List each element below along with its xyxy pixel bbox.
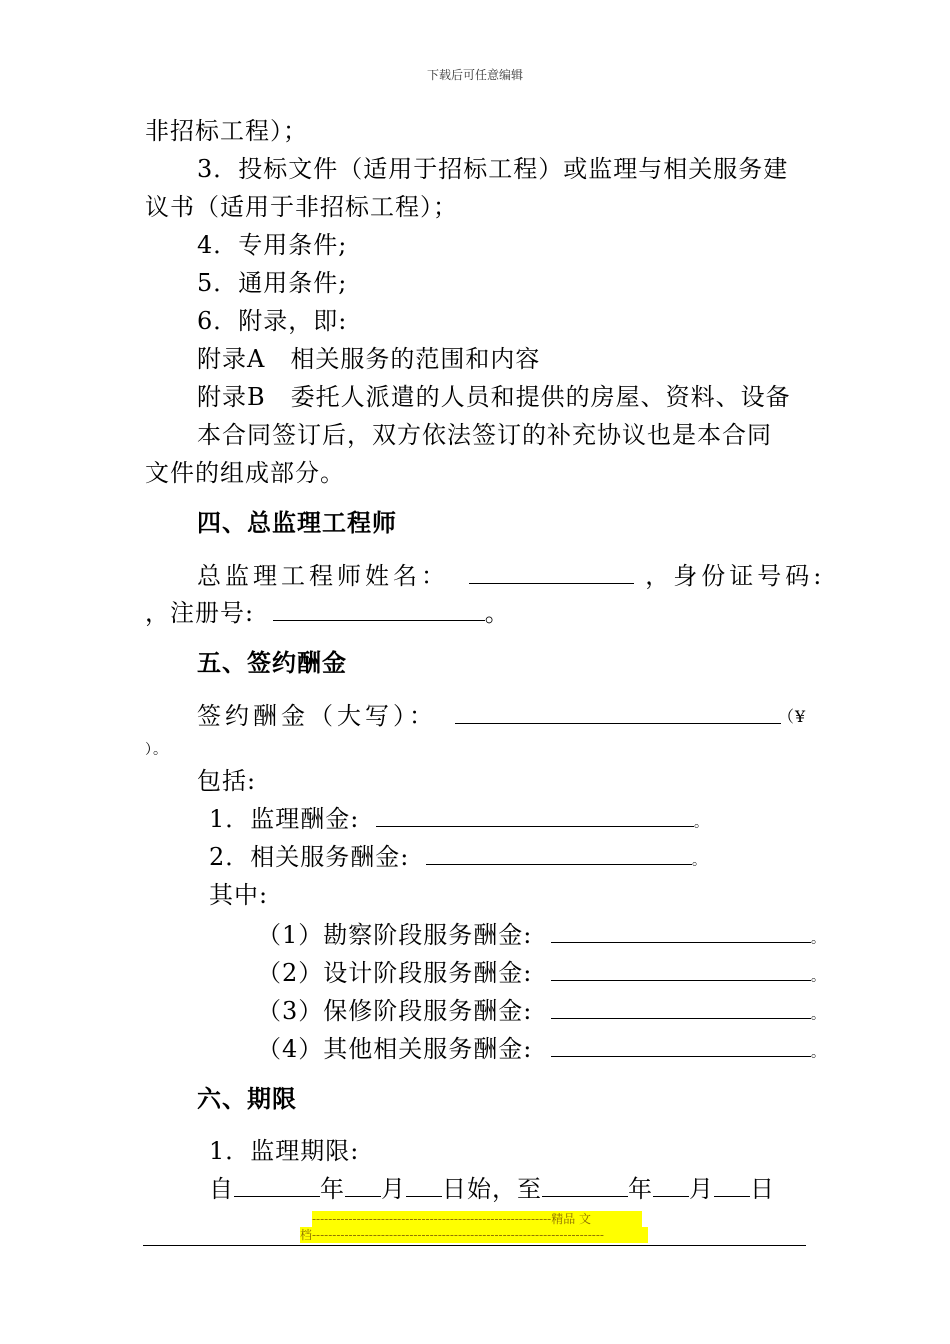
period: 。	[811, 931, 826, 947]
start-day-field[interactable]	[406, 1174, 442, 1197]
start-month-field[interactable]	[345, 1174, 381, 1197]
body-line: 5．通用条件;	[197, 269, 348, 297]
body-line: 议书（适用于非招标工程）；	[145, 193, 458, 221]
related-fee-line	[209, 842, 707, 876]
registration-line	[145, 598, 510, 628]
appendix-a-line: 附录A 相关服务的范围和内容	[197, 345, 541, 373]
day-label: 日	[750, 1175, 775, 1203]
fee-label: （1）勘察阶段服务酬金:	[257, 921, 533, 949]
registration-field[interactable]	[273, 598, 485, 621]
period: 。	[692, 853, 707, 869]
period: 。	[484, 599, 510, 627]
id-label: ，身份证号码:	[645, 562, 826, 590]
year-label: 年	[320, 1175, 345, 1203]
fee-sub-line	[257, 920, 826, 954]
section-title: 四、总监理工程师	[197, 508, 397, 537]
section-title: 五、签约酬金	[197, 648, 347, 677]
appendix-b-line: 附录B 委托人派遣的人员和提供的房屋、资料、设备	[197, 383, 791, 411]
body-line: 3．投标文件（适用于招标工程）或监理与相关服务建	[197, 155, 789, 183]
body-line: 4．专用条件;	[197, 231, 348, 259]
page-header: 下载后可任意编辑	[426, 68, 523, 82]
body-line: 6．附录，即:	[197, 307, 348, 335]
body-line: 文件的组成部分。	[145, 459, 345, 487]
amount-label: 签约酬金（大写）：	[197, 702, 437, 730]
related-fee-field[interactable]	[426, 842, 692, 865]
body-line: 非招标工程）；	[145, 117, 308, 145]
end-year-field[interactable]	[542, 1174, 628, 1197]
footer-divider	[143, 1245, 806, 1246]
from-label: 自	[209, 1175, 234, 1203]
amount-field[interactable]	[455, 701, 781, 724]
yen-close: ）。	[145, 742, 168, 758]
fee-label: 1．监理酬金:	[209, 805, 360, 833]
supervision-period-label: 1．监理期限:	[209, 1137, 360, 1165]
fee-label: （4）其他相关服务酬金:	[257, 1035, 533, 1063]
period: 。	[811, 1007, 826, 1023]
footer-watermark-line1: -----------------------------------------------------------精品 文	[312, 1211, 642, 1227]
fee-label: （3）保修阶段服务酬金:	[257, 997, 533, 1025]
survey-fee-field[interactable]	[551, 920, 811, 943]
period: 。	[811, 969, 826, 985]
reg-label: ，注册号:	[145, 599, 255, 627]
fee-sub-line	[257, 996, 826, 1030]
supervision-fee-field[interactable]	[376, 804, 694, 827]
fee-label: （2）设计阶段服务酬金:	[257, 959, 533, 987]
name-field[interactable]	[469, 561, 634, 584]
warranty-fee-field[interactable]	[551, 996, 811, 1019]
month-label: 月	[689, 1175, 714, 1203]
yen-open: （¥	[778, 707, 807, 726]
contract-amount-line	[197, 701, 781, 731]
fee-sub-line	[257, 1034, 826, 1068]
day-start-label: 日始，至	[442, 1175, 542, 1203]
period: 。	[694, 815, 709, 831]
month-label: 月	[381, 1175, 406, 1203]
section-title: 六、期限	[197, 1084, 297, 1113]
name-label: 总监理工程师姓名：	[197, 562, 449, 590]
chief-engineer-line	[197, 561, 825, 591]
period: 。	[811, 1045, 826, 1061]
fee-sub-line	[257, 958, 826, 992]
start-year-field[interactable]	[234, 1174, 320, 1197]
end-day-field[interactable]	[714, 1174, 750, 1197]
period-dates-line	[209, 1174, 775, 1204]
supervision-fee-line	[209, 804, 709, 838]
footer-watermark-line2: 档------------------------------------------------------------------------	[300, 1227, 648, 1243]
body-line: 本合同签订后，双方依法签订的补充协议也是本合同	[197, 421, 772, 449]
design-fee-field[interactable]	[551, 958, 811, 981]
among-label: 其中:	[209, 881, 269, 909]
fee-label: 2．相关服务酬金:	[209, 843, 410, 871]
year-label: 年	[628, 1175, 653, 1203]
includes-label: 包括:	[197, 767, 257, 795]
end-month-field[interactable]	[653, 1174, 689, 1197]
other-fee-field[interactable]	[551, 1034, 811, 1057]
